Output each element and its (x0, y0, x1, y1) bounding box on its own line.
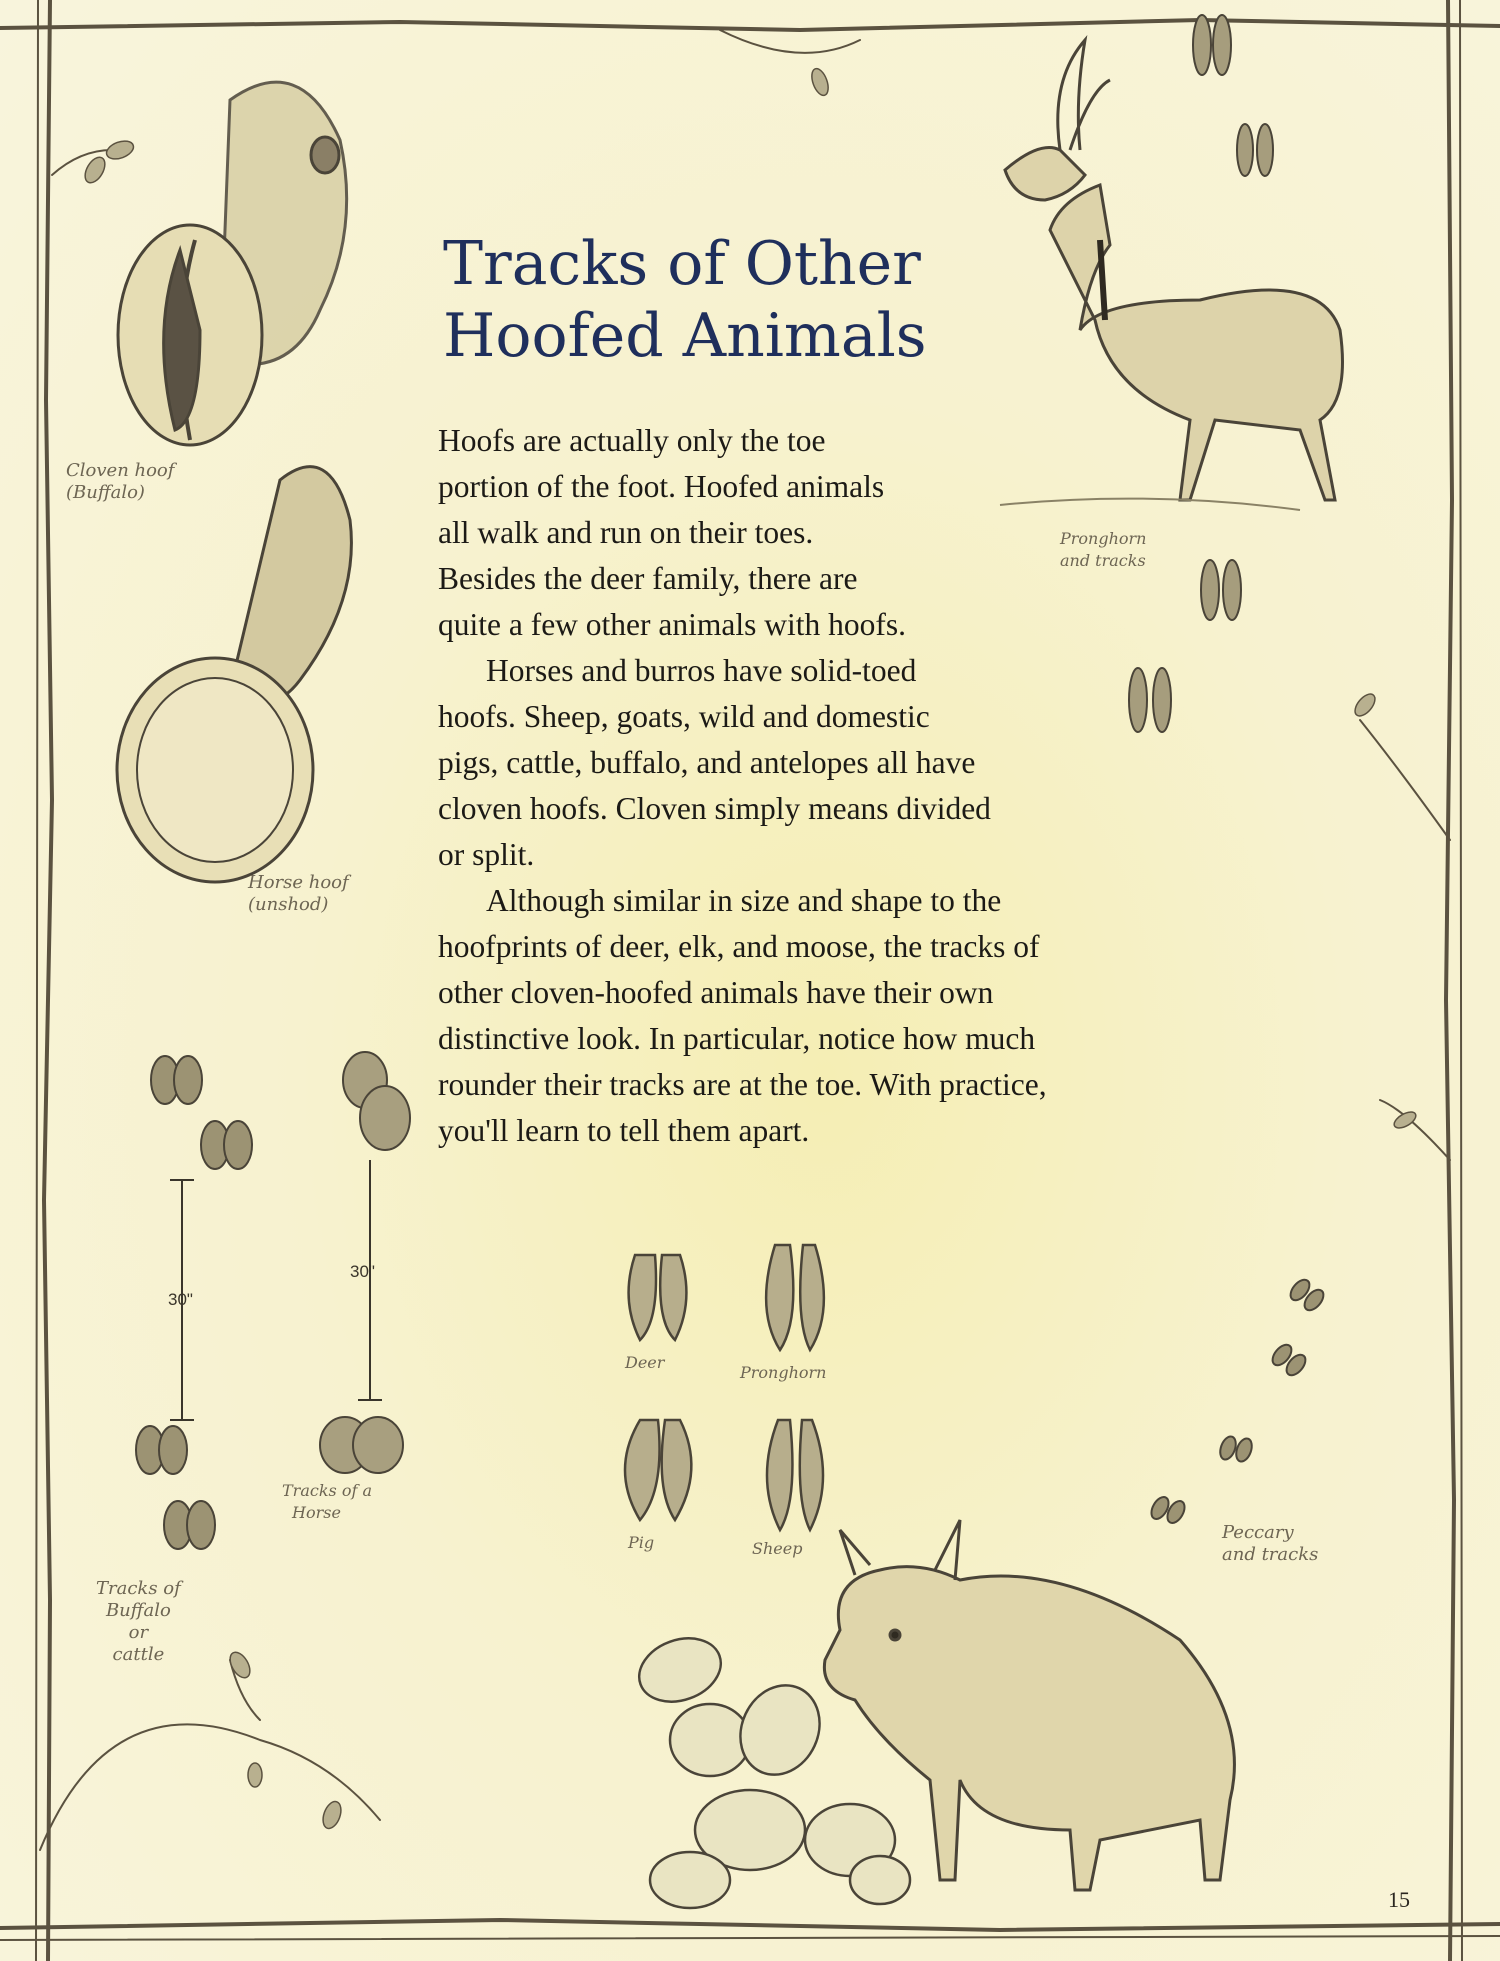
caption-pronghorn-print: Pronghorn (740, 1363, 827, 1382)
caption-line: and tracks (1222, 1544, 1319, 1565)
text-line: distinctive look. In particular, notice how much (438, 1021, 1036, 1056)
text-line: rounder their tracks are at the toe. With practice, (438, 1067, 1047, 1102)
text-line: other cloven-hoofed animals have their own (438, 975, 994, 1010)
caption-line: Peccary (1222, 1522, 1294, 1543)
text-line: Although similar in size and shape to the (486, 883, 1002, 918)
caption-line: cattle (112, 1644, 165, 1665)
text-line: all walk and run on their toes. (438, 515, 814, 550)
text-line: Horses and burros have solid-toed (486, 653, 917, 688)
caption-horse-hoof (248, 872, 349, 916)
text-line: hoofs. Sheep, goats, wild and domestic (438, 699, 930, 734)
pig-print (625, 1420, 660, 1520)
caption-horse-tracks (282, 1480, 372, 1524)
text-line: pigs, cattle, buffalo, and antelopes all have (438, 745, 976, 780)
caption-deer-print: Deer (625, 1353, 665, 1372)
caption-line: or (128, 1622, 149, 1643)
buffalo-stride-label: 30" (168, 1290, 193, 1309)
caption-pig-print: Pig (628, 1533, 655, 1552)
paragraph-3 (438, 878, 1218, 1154)
text-line: cloven hoofs. Cloven simply means divided (438, 791, 991, 826)
page-number: 15 (1388, 1887, 1410, 1912)
text-line: or split. (438, 837, 535, 872)
peccary-track-marks (1148, 1276, 1327, 1526)
caption-line: (Buffalo) (66, 482, 145, 503)
text-line: quite a few other animals with hoofs. (438, 607, 907, 642)
caption-buffalo-tracks (96, 1578, 181, 1666)
buffalo-cloven-hoof-drawing (118, 82, 347, 445)
pronghorn-print (766, 1245, 793, 1350)
caption-cloven-hoof (66, 460, 174, 504)
caption-line: Tracks of a (282, 1481, 372, 1500)
text-line: Hoofs are actually only the toe (438, 423, 826, 458)
caption-line: (unshod) (248, 894, 329, 915)
caption-line: Buffalo (105, 1600, 171, 1621)
caption-line: Tracks of (96, 1578, 181, 1599)
caption-line: Horse (292, 1503, 341, 1522)
text-line: portion of the foot. Hoofed animals (438, 469, 885, 504)
caption-pronghorn (1060, 528, 1146, 572)
deer-print (629, 1255, 656, 1340)
comparison-prints (625, 1245, 827, 1530)
caption-sheep-print: Sheep (752, 1539, 803, 1558)
caption-line: Cloven hoof (66, 460, 175, 481)
paragraph-2 (438, 648, 1218, 878)
buffalo-track-marks (136, 1056, 252, 1549)
text-line: hoofprints of deer, elk, and moose, the tracks of (438, 929, 1040, 964)
caption-line: Pronghorn (1060, 529, 1147, 548)
caption-peccary (1222, 1522, 1318, 1566)
horse-hoof-drawing (117, 467, 351, 882)
text-line: you'll learn to tell them apart. (438, 1113, 810, 1148)
title-line-2: Hoofed Animals (443, 301, 927, 371)
caption-line: Horse hoof (248, 872, 349, 893)
text-line: Besides the deer family, there are (438, 561, 858, 596)
page-title (443, 228, 1003, 372)
horse-stride-label: 30" (350, 1262, 375, 1281)
sheep-print (767, 1420, 792, 1530)
title-line-1: Tracks of Other (443, 229, 921, 299)
caption-line: and tracks (1060, 551, 1146, 570)
